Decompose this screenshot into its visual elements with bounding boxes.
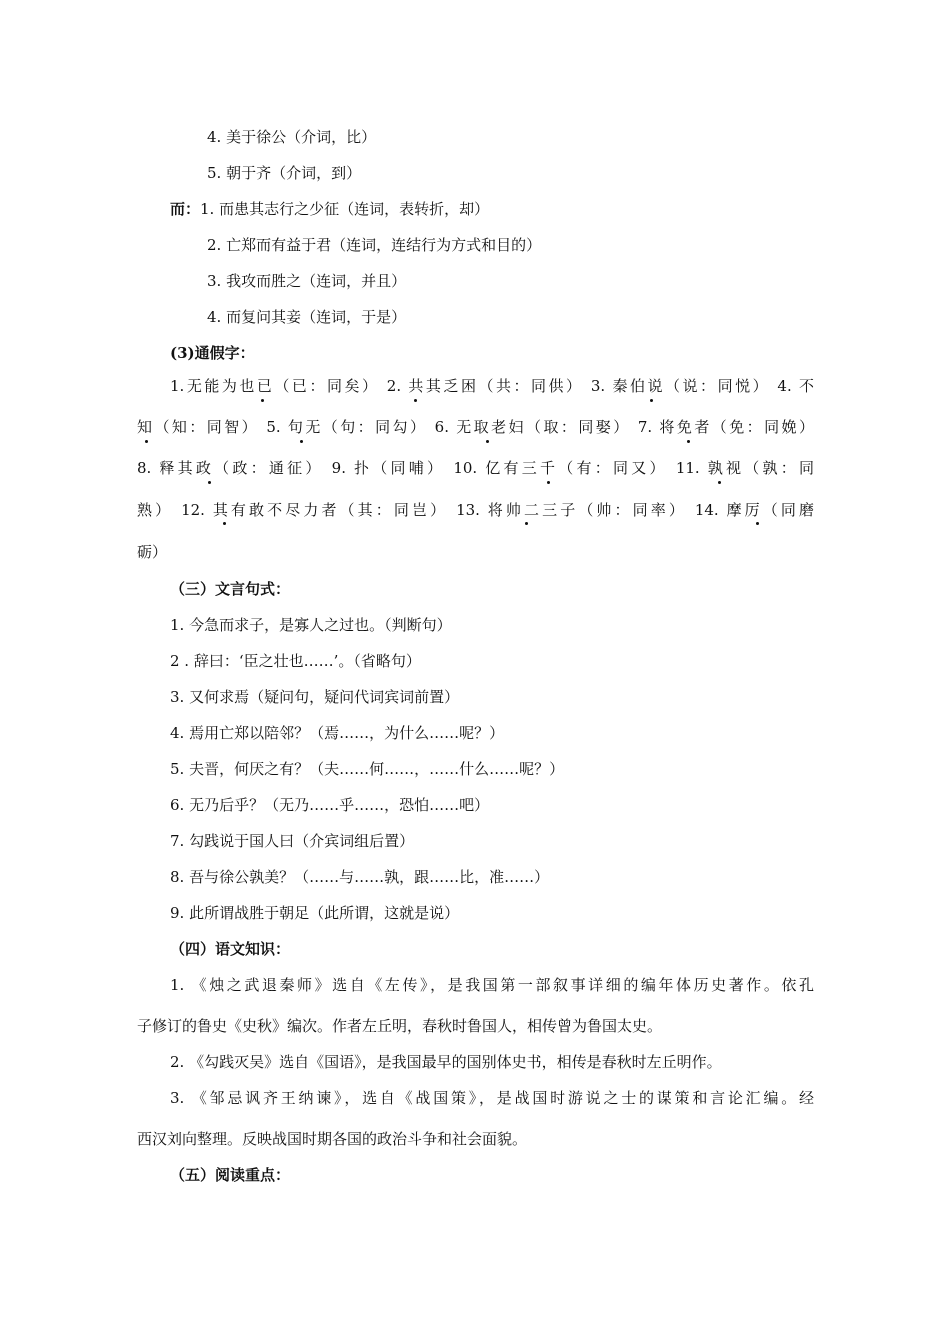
zhishi-p1-line-1: 1. 《烛之武退秦师》选自《左传》，是我国第一部叙事详细的编年体历史著作。依孔 <box>170 976 814 994</box>
tongjia-line-2: 知（知：同智） 5. 句无（句：同勾） 6. 无取老妇（取：同娶） 7. 将免者（免：同娩） <box>137 418 814 436</box>
jushi-item: 3. 又何求焉（疑问句，疑问代词宾词前置） <box>170 688 460 706</box>
yuedu-heading: （五）阅读重点： <box>170 1166 291 1184</box>
er-heading: 而： <box>170 200 201 218</box>
emphasis-dot <box>525 522 528 525</box>
emphasis-dot <box>547 481 550 484</box>
emphasis-dot <box>208 481 211 484</box>
zhishi-p3-line-1: 3. 《邹忌讽齐王纳谏》，选自《战国策》，是战国时游说之士的谋策和言论汇编。经 <box>170 1089 814 1107</box>
emphasis-dot <box>300 440 303 443</box>
emphasis-dot <box>261 399 264 402</box>
zhishi-heading: （四）语文知识： <box>170 940 291 958</box>
jushi-item: 6. 无乃后乎？（无乃……乎……，恐怕……吧） <box>170 796 490 814</box>
tongjia-line-4: 熟） 12. 其有敢不尽力者（其：同岂） 13. 将帅二三子（帅：同率） 14. 摩厉（同磨 <box>137 501 814 519</box>
er-item-2: 2. 亡郑而有益于君（连词，连结行为方式和目的） <box>207 236 542 254</box>
er-item-4: 4. 而复问其妾（连词，于是） <box>207 308 407 326</box>
zhishi-p2: 2. 《勾践灭吴》选自《国语》，是我国最早的国别体史书，相传是春秋时左丘明作。 <box>170 1053 722 1071</box>
jushi-item: 5. 夫晋，何厌之有？（夫……何……，……什么……呢？） <box>170 760 565 778</box>
emphasis-dot <box>414 399 417 402</box>
jushi-item: 9. 此所谓战胜于朝足（此所谓，这就是说） <box>170 904 460 922</box>
jushi-item: 8. 吾与徐公孰美？（……与……孰，跟……比，准……） <box>170 868 550 886</box>
emphasis-dot <box>687 440 690 443</box>
jushi-item: 2 . 辞曰：‘臣之壮也……’。（省略句） <box>170 652 421 670</box>
yu-item-4: 4. 美于徐公（介词，比） <box>207 128 377 146</box>
emphasis-dot <box>718 481 721 484</box>
emphasis-dot <box>223 522 226 525</box>
emphasis-dot <box>486 440 489 443</box>
emphasis-dot <box>650 399 653 402</box>
yu-item-5: 5. 朝于齐（介词，到） <box>207 164 362 182</box>
zhishi-p1-line-2: 子修订的鲁史《史秋》编次。作者左丘明，春秋时鲁国人，相传曾为鲁国太史。 <box>137 1017 663 1035</box>
jushi-item: 4. 焉用亡郑以陪邻？（焉……，为什么……呢？） <box>170 724 505 742</box>
er-item-1: 1. 而患其志行之少征（连词，表转折，却） <box>200 200 490 218</box>
zhishi-p3-line-2: 西汉刘向整理。反映战国时期各国的政治斗争和社会面貌。 <box>137 1130 528 1148</box>
er-item-3: 3. 我攻而胜之（连词，并且） <box>207 272 407 290</box>
jushi-heading: （三）文言句式： <box>170 580 291 598</box>
tongjia-line-1: 1.无能为也已（已：同矣） 2. 共其乏困（共：同供） 3. 秦伯说（说：同悦） 4. 不 <box>170 377 814 395</box>
emphasis-dot <box>756 522 759 525</box>
tongjia-line-3: 8. 释其政（政：通征） 9. 扑（同哺） 10. 亿有三千（有：同又） 11. 孰视（孰：同 <box>137 459 814 477</box>
jushi-item: 7. 勾践说于国人曰（介宾词组后置） <box>170 832 415 850</box>
tongjia-line-5: 砺） <box>137 543 168 561</box>
tongjia-heading: (3)通假字： <box>170 344 255 362</box>
emphasis-dot <box>145 440 148 443</box>
jushi-item: 1. 今急而求子，是寡人之过也。（判断句） <box>170 616 452 634</box>
